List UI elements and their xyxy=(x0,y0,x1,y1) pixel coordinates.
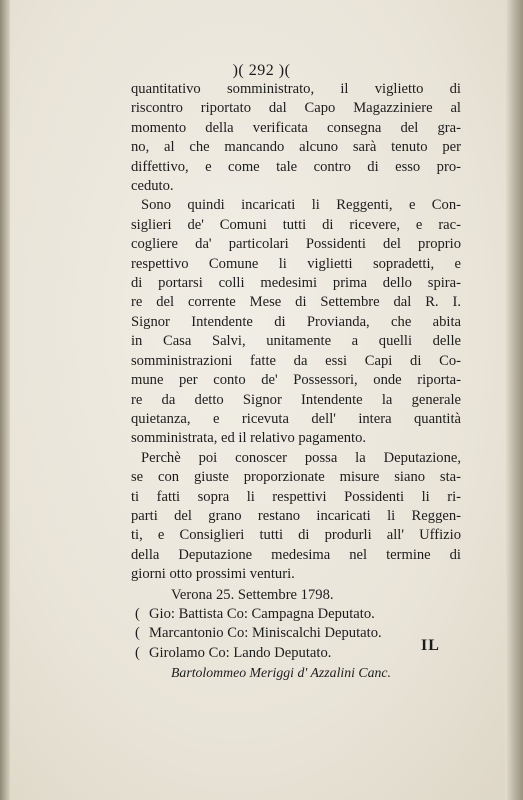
text-line: mune per conto de' Possessori, onde riporta- xyxy=(131,372,461,389)
page-binding-shadow xyxy=(0,0,10,800)
text-line: ti fatti sopra li respettivi Possidenti li ri- xyxy=(131,488,461,505)
text-line: se con giuste proporzionate misure siano sta- xyxy=(131,469,461,486)
text-line: momento della verificata consegna del gra- xyxy=(131,119,461,136)
signer-name: Girolamo Co: Lando Deputato. xyxy=(149,644,332,661)
text-line: cogliere da' particolari Possidenti del proprio xyxy=(131,236,461,253)
signer-line xyxy=(135,605,461,624)
chancellor-signature: Bartolommeo Meriggi d' Azzalini Canc. xyxy=(171,665,391,681)
text-line: Perchè poi conoscer possa la Deputazione, xyxy=(141,449,461,466)
signer-line xyxy=(135,644,461,663)
signer-name: Gio: Battista Co: Campagna Deputato. xyxy=(149,605,375,622)
text-line: Signor Intendente di Provianda, che abita xyxy=(131,313,461,330)
text-line: siglieri de' Comuni tutti di ricevere, e rac- xyxy=(131,216,461,233)
document-date: Verona 25. Settembre 1798. xyxy=(171,586,334,603)
text-line: della Deputazione medesima nel termine di xyxy=(131,546,461,563)
text-line: somministrazioni fatte da essi Capi di Co- xyxy=(131,352,461,369)
text-line: somministrata, ed il relativo pagamento. xyxy=(131,430,367,447)
text-line: no, al che mancando alcuno sarà tenuto per xyxy=(131,139,461,156)
signatories xyxy=(131,605,461,663)
text-line: in Casa Salvi, unitamente a quelli delle xyxy=(131,333,461,350)
text-line: parti del grano restano incaricati li Reggen- xyxy=(131,507,461,524)
brace-glyph: ( xyxy=(135,644,140,661)
text-line: giorni otto prossimi venturi. xyxy=(131,566,295,583)
text-line: ceduto. xyxy=(131,178,174,195)
text-line: Sono quindi incaricati li Reggenti, e Con- xyxy=(141,197,461,214)
brace-glyph: ( xyxy=(135,625,140,642)
text-line: ti, e Consiglieri tutti di produrli all' Uffizio xyxy=(131,527,461,544)
text-line: re del corrente Mese di Settembre dal R. I. xyxy=(131,294,461,311)
text-line: diffettivo, e come tale contro di esso pro- xyxy=(131,158,461,175)
page-edge-shadow xyxy=(505,0,523,800)
text-line: respettivo Comune li viglietti sopradetti, e xyxy=(131,255,461,272)
text-line: re da detto Signor Intendente la generale xyxy=(131,391,461,408)
text-line: quantitativo somministrato, il viglietto di xyxy=(131,81,461,97)
body-text xyxy=(131,80,461,683)
signer-line xyxy=(135,624,461,643)
text-line: di portarsi colli medesimi prima dello spira- xyxy=(131,275,461,292)
text-line: riscontro riportato dal Capo Magazziniere al xyxy=(131,100,461,117)
brace-glyph: ( xyxy=(135,605,140,622)
signer-name: Marcantonio Co: Miniscalchi Deputato. xyxy=(149,625,382,642)
catchword: IL xyxy=(421,637,440,654)
page-number: )( 292 )( xyxy=(232,62,291,79)
text-line: quietanza, e ricevuta dell' intera quantità xyxy=(131,410,461,427)
